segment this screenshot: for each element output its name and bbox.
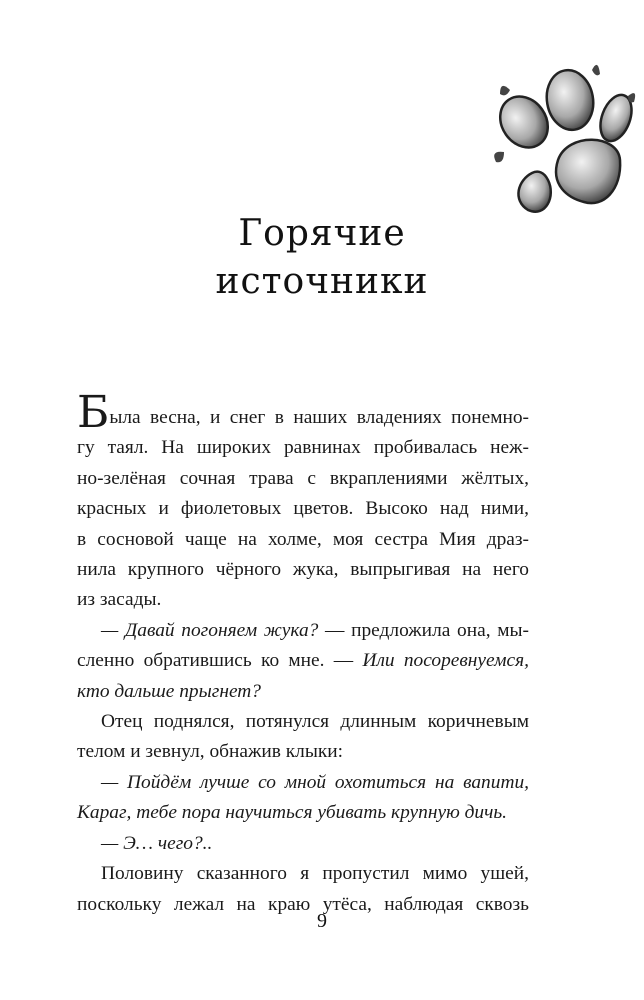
chapter-title-line-1: Горячие [238, 213, 406, 254]
page-number: 9 [317, 910, 327, 932]
paragraph-3: Отец поднялся, потянулся длинным коричневым [101, 711, 529, 733]
paragraph-6: Половину сказанного я пропустил мимо ушей, [101, 863, 529, 885]
paragraph-2: — Давай погоняем жука? — предложила она, мы- [101, 619, 529, 641]
body-text: Была весна, и снег в наших владениях понемно- гу таял. На широких равнинах пробивалась неж- но-зелёная сочная трава с вкраплениями жёлтых, красных и фиолетовых цветов. Высоко над ними, в сосновой чаще на холме, моя сестра Мия драз- нила крупного чёрного жука, выпрыгивая на него из засады. — Давай погоняем жука? — предложила она, мы- сленно обратившись ко мне. — Или посоревнуемся, кто дальше прыгнет? Отец поднялся, потянулся длинным коричневым телом и зевнул, обнажив клыки: — Пойдём лучше со мной охотиться на вапити, Караг, тебе пора научиться убивать крупную дичь. — Э… чего?.. Половину сказанного я пропустил мимо ушей, поскольку лежал на краю утёса, наблюдая сквозь [77, 387, 529, 915]
chapter-title-line-2: источники [215, 261, 429, 302]
paragraph-4: — Пойдём лучше со мной охотиться на вапити, [101, 771, 529, 793]
drop-cap: Б [77, 387, 110, 438]
chapter-title [0, 210, 644, 306]
paragraph-1: Была весна, и снег в наших владениях понемно- [77, 387, 529, 438]
paragraph-5: — Э… чего?.. [101, 832, 213, 854]
paw-print-icon [488, 60, 638, 220]
